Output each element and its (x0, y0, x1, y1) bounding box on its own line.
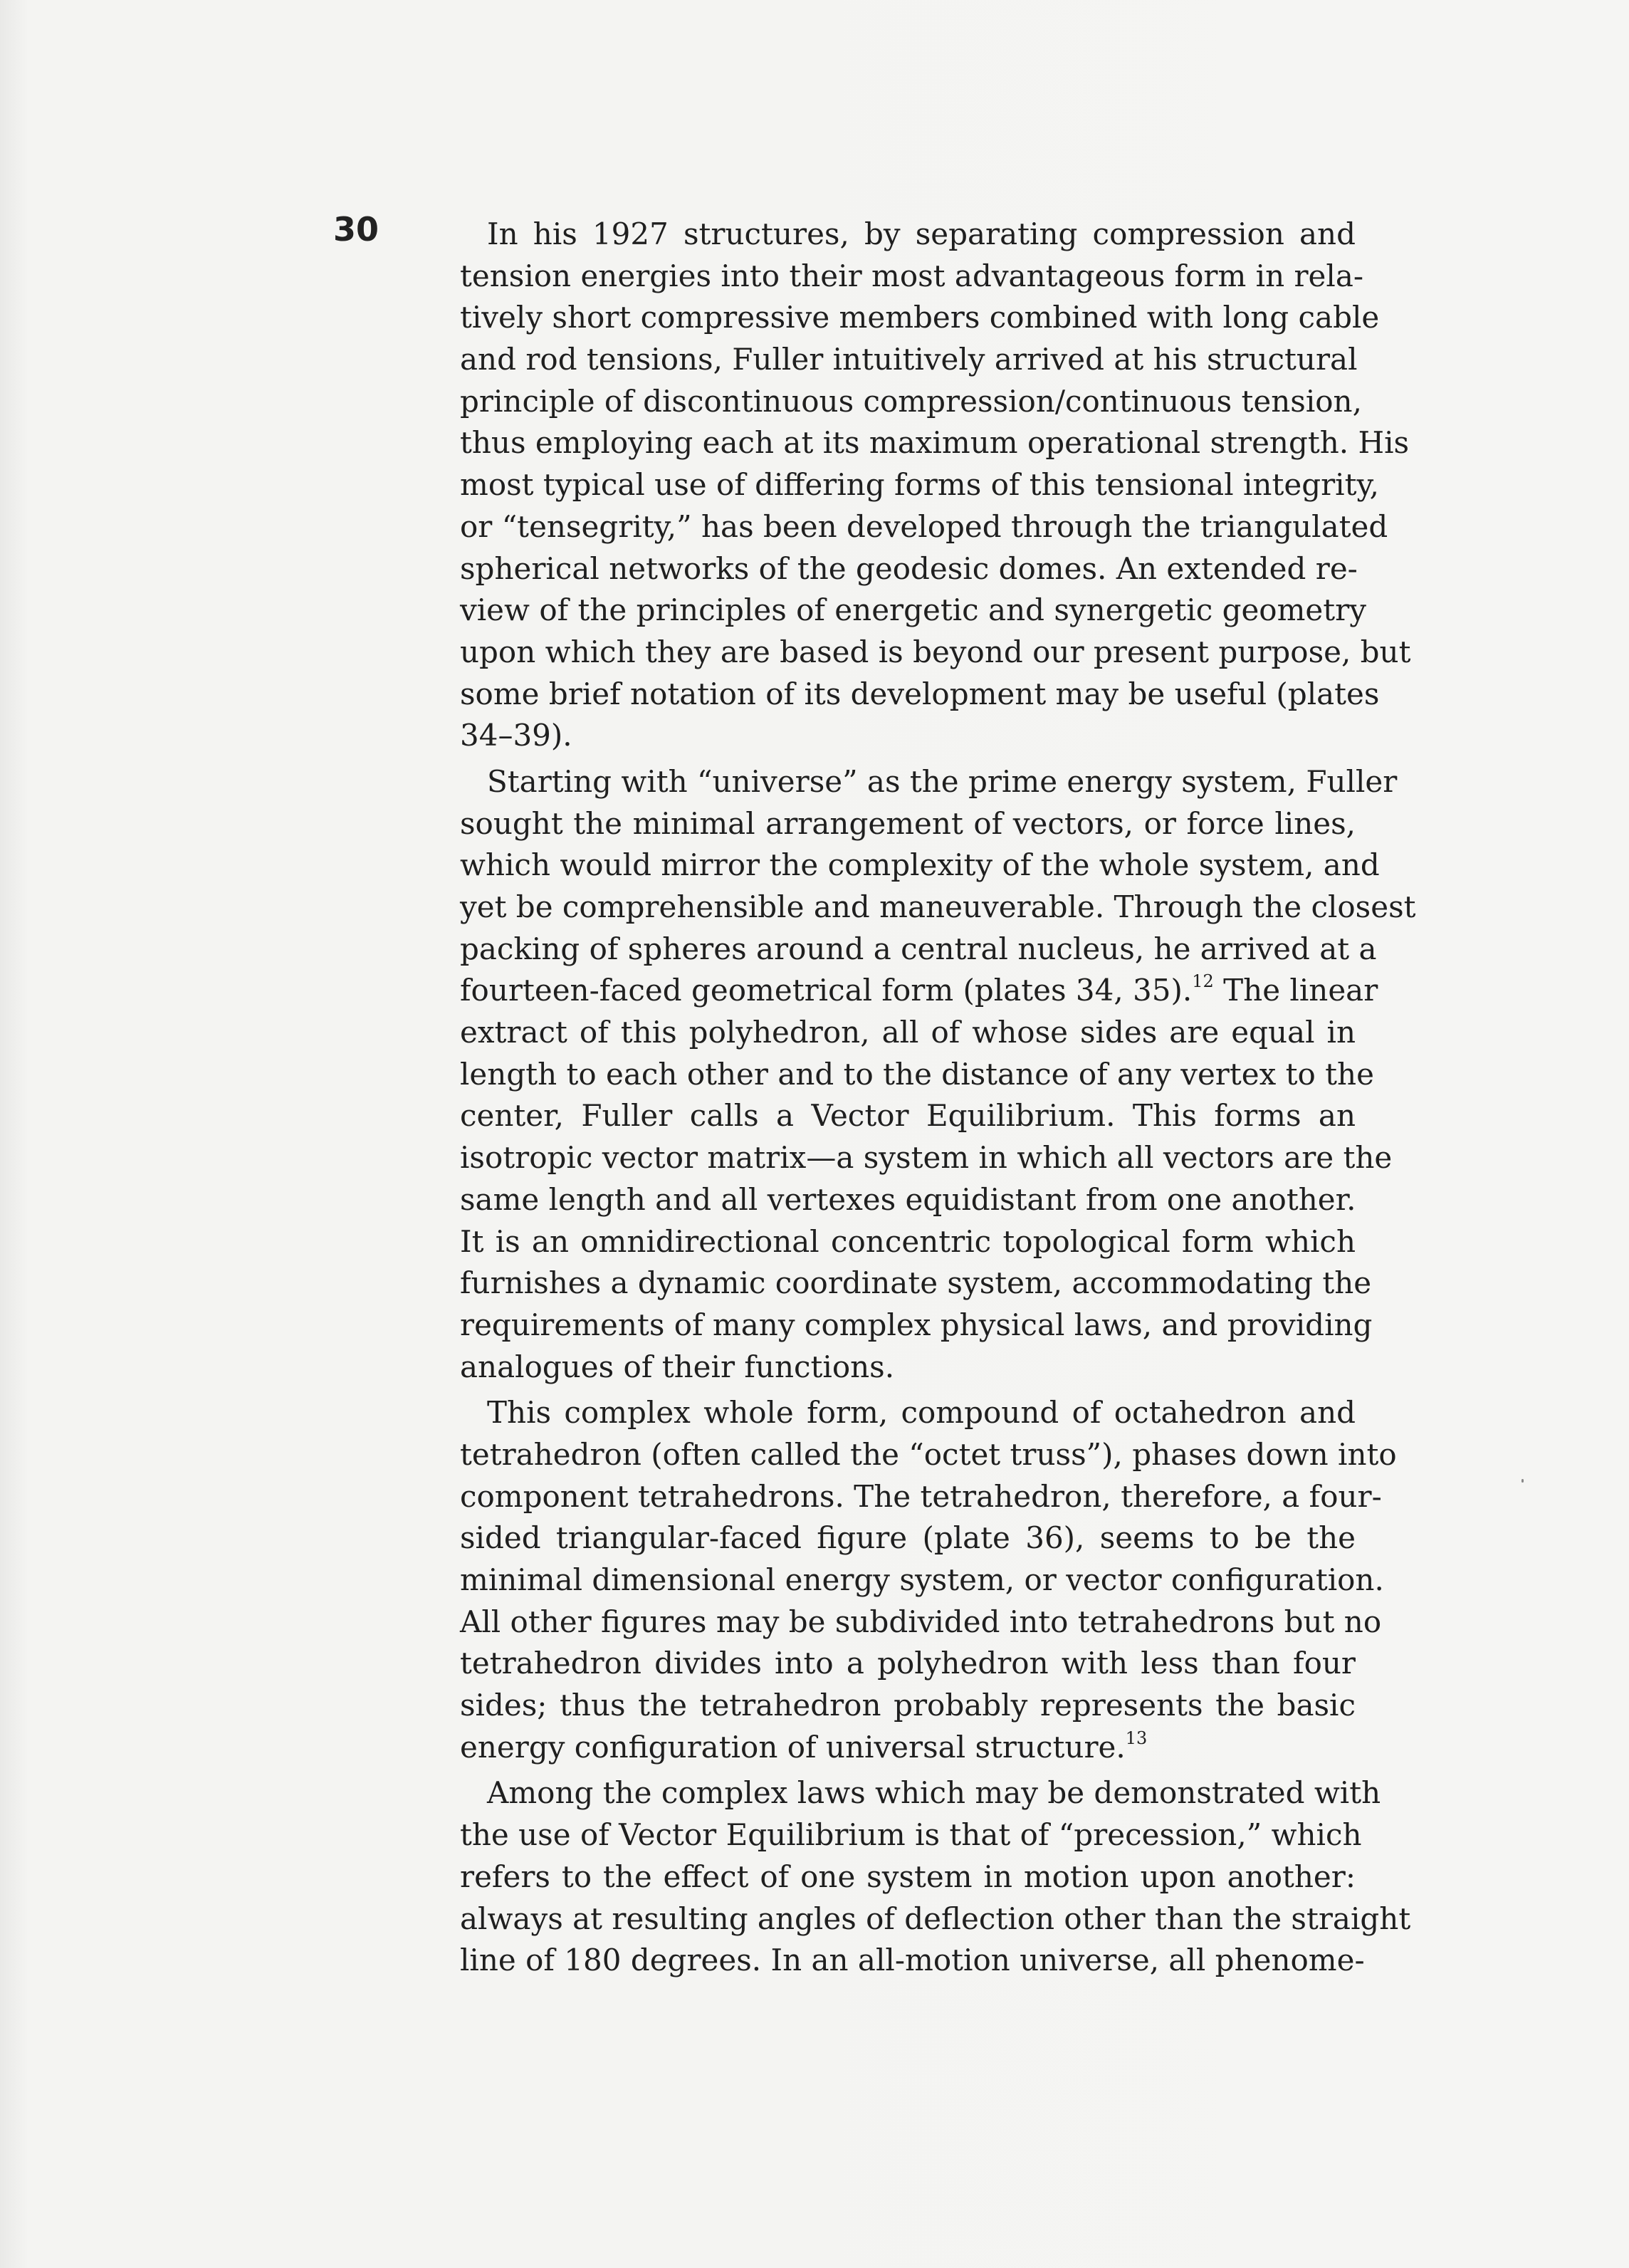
text-line: refers to the effect of one system in motion upon another: (460, 1859, 1356, 1894)
text-line: same length and all vertexes equidistant from one another. (460, 1181, 1356, 1217)
text-line: It is an omnidirectional concentric topological form which (460, 1223, 1356, 1259)
text-line: principle of discontinuous compression/continuous tension, (460, 383, 1362, 419)
text-line: most typical use of differing forms of this tensional integrity, (460, 467, 1379, 503)
text-line: tension energies into their most advantageous form in rela- (460, 258, 1364, 293)
text-line: This complex whole form, compound of octahedron and (487, 1395, 1356, 1431)
footnote-ref-13[interactable]: 13 (1125, 1728, 1148, 1748)
text-line: minimal dimensional energy system, or vector configuration. (460, 1562, 1384, 1597)
paragraph-1 (433, 214, 1411, 757)
text-line: sided triangular-faced figure (plate 36), seems to be the (460, 1520, 1356, 1556)
text-line: requirements of many complex physical laws, and providing (460, 1307, 1373, 1342)
text-line: which would mirror the complexity of the whole system, and (460, 847, 1380, 883)
text-line: extract of this polyhedron, all of whose sides are equal in (460, 1015, 1356, 1050)
text-line: line of 180 degrees. In an all-motion universe, all phenome- (460, 1943, 1365, 1978)
text-line: Starting with “universe” as the prime energy system, Fuller (487, 763, 1398, 799)
text-line: and rod tensions, Fuller intuitively arrived at his structural (460, 342, 1358, 377)
page-number: 30 (333, 210, 379, 249)
text-line: some brief notation of its development may be useful (plates (460, 676, 1380, 711)
text-line: component tetrahedrons. The tetrahedron, therefore, a four- (460, 1478, 1382, 1514)
text-line: tetrahedron divides into a polyhedron with less than four (460, 1646, 1356, 1681)
footnote-ref-12[interactable]: 12 (1192, 971, 1214, 992)
text-line: tively short compressive members combined with long cable (460, 300, 1380, 335)
paragraph-2 (433, 761, 1416, 1388)
text-line: sides; thus the tetrahedron probably represents the basic (460, 1688, 1356, 1723)
text-line: sought the minimal arrangement of vectors, or force lines, (460, 805, 1356, 841)
text-line: or “tensegrity,” has been developed through the triangulated (460, 508, 1388, 544)
paper-speck (1521, 1479, 1524, 1483)
body-text (433, 214, 1416, 1986)
text-line: Among the complex laws which may be demonstrated with (487, 1775, 1381, 1811)
text-line-with-footnote (433, 970, 1378, 1012)
text-line: 34–39). (460, 718, 572, 753)
text-segment: fourteen-faced geometrical form (plates 34, 35). (460, 973, 1193, 1008)
text-line: the use of Vector Equilibrium is that of “precession,” which (460, 1817, 1362, 1853)
text-line: view of the principles of energetic and synergetic geometry (460, 592, 1366, 628)
text-line: furnishes a dynamic coordinate system, accommodating the (460, 1265, 1372, 1301)
text-line: packing of spheres around a central nucleus, he arrived at a (460, 931, 1377, 966)
text-line: isotropic vector matrix—a system in which all vectors are the (460, 1140, 1393, 1176)
text-line-with-footnote (433, 1727, 1356, 1769)
text-line: tetrahedron (often called the “octet truss”), phases down into (460, 1436, 1397, 1472)
text-line: In his 1927 structures, by separating compression and (487, 216, 1356, 251)
text-line: thus employing each at its maximum operational strength. His (460, 425, 1410, 461)
text-line: All other figures may be subdivided into tetrahedrons but no (460, 1604, 1382, 1639)
text-line: analogues of their functions. (460, 1349, 895, 1384)
text-line: upon which they are based is beyond our present purpose, but (460, 634, 1411, 669)
text-segment: The linear (1213, 973, 1378, 1008)
text-line: always at resulting angles of deflection other than the straight (460, 1901, 1411, 1936)
text-line: center, Fuller calls a Vector Equilibrium. This forms an (460, 1098, 1356, 1134)
text-line: length to each other and to the distance of any vertex to the (460, 1056, 1374, 1092)
text-line: yet be comprehensible and maneuverable. Through the closest (460, 889, 1416, 924)
paragraph-3 (433, 1392, 1397, 1768)
text-line: spherical networks of the geodesic domes. An extended re- (460, 550, 1358, 586)
text-segment: energy configuration of universal structure. (460, 1729, 1126, 1765)
paragraph-4 (433, 1772, 1411, 1981)
